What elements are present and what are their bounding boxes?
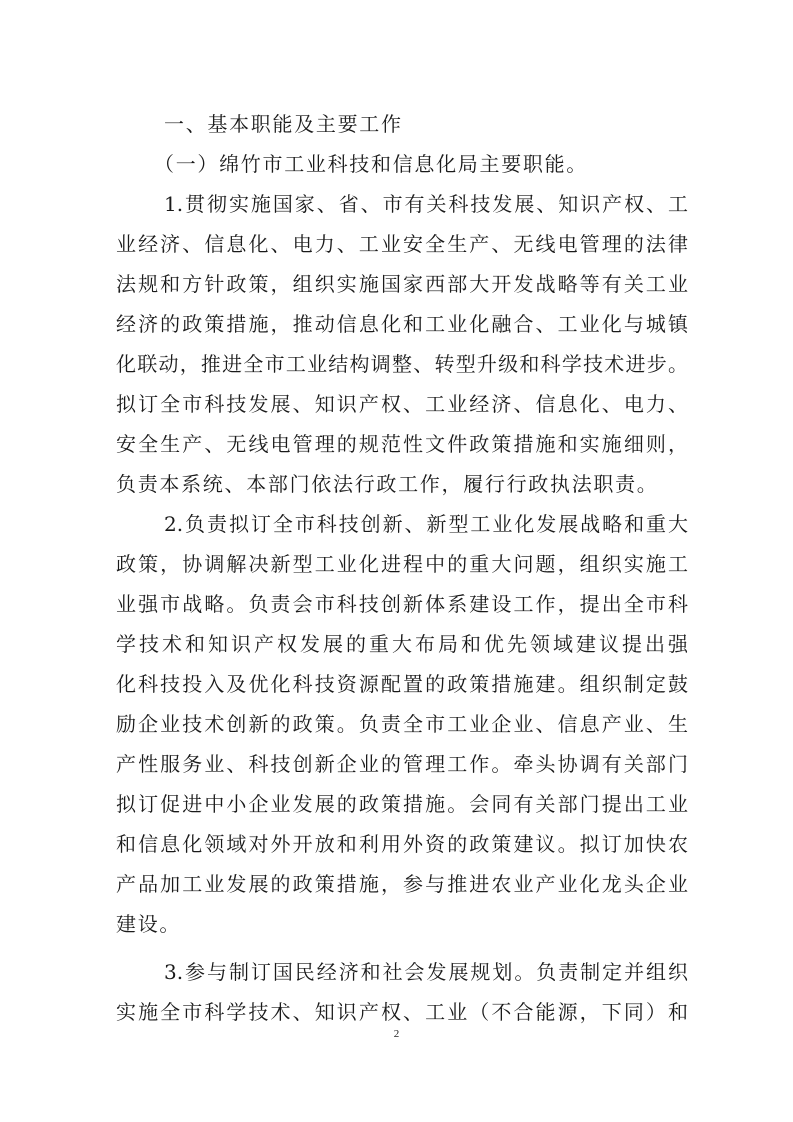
page-number: 2 <box>393 1028 400 1040</box>
paragraph-line: 业经济、信息化、电力、工业安全生产、无线电管理的法律 <box>116 232 688 256</box>
paragraph-line: 学技术和知识产权发展的重大布局和优先领域建议提出强 <box>116 632 688 656</box>
subsection-heading: （一）绵竹市工业科技和信息化局主要职能。 <box>154 152 588 176</box>
section-heading: 一、基本职能及主要工作 <box>164 112 403 136</box>
paragraph-line: 实施全市科学技术、知识产权、工业（不合能源，下同）和 <box>116 1000 688 1024</box>
paragraph-line: 产品加工业发展的政策措施，参与推进农业产业化龙头企业 <box>116 872 688 896</box>
paragraph-line: 政策，协调解决新型工业化进程中的重大问题，组织实施工 <box>116 552 688 576</box>
paragraph-line: 化联动，推进全市工业结构调整、转型升级和科学技术进步。 <box>116 352 688 376</box>
paragraph-line: 业强市战略。负责会市科技创新体系建设工作，提出全市科 <box>116 592 688 616</box>
paragraph-line: 产性服务业、科技创新企业的管理工作。牵头协调有关部门 <box>116 752 688 776</box>
paragraph-line: 2.负责拟订全市科技创新、新型工业化发展战略和重大 <box>164 512 688 536</box>
paragraph-line: 建设。 <box>116 912 182 936</box>
paragraph-line: 和信息化领域对外开放和利用外资的政策建议。拟订加快农 <box>116 832 688 856</box>
paragraph-line: 拟订全市科技发展、知识产权、工业经济、信息化、电力、 <box>116 392 688 416</box>
paragraph-line: 3.参与制订国民经济和社会发展规划。负责制定并组织 <box>164 960 688 984</box>
paragraph-line: 励企业技术创新的政策。负责全市工业企业、信息产业、生 <box>116 712 688 736</box>
paragraph-line: 1.贯彻实施国家、省、市有关科技发展、知识产权、工 <box>164 192 688 216</box>
paragraph-line: 法规和方针政策，组织实施国家西部大开发战略等有关工业 <box>116 272 688 296</box>
paragraph-line: 安全生产、无线电管理的规范性文件政策措施和实施细则， <box>116 432 688 456</box>
paragraph-line: 经济的政策措施，推动信息化和工业化融合、工业化与城镇 <box>116 312 688 336</box>
paragraph-line: 化科技投入及优化科技资源配置的政策措施建。组织制定鼓 <box>116 672 688 696</box>
paragraph-line: 负责本系统、本部门依法行政工作，履行行政执法职责。 <box>116 472 659 496</box>
paragraph-line: 拟订促进中小企业发展的政策措施。会同有关部门提出工业 <box>116 792 688 816</box>
